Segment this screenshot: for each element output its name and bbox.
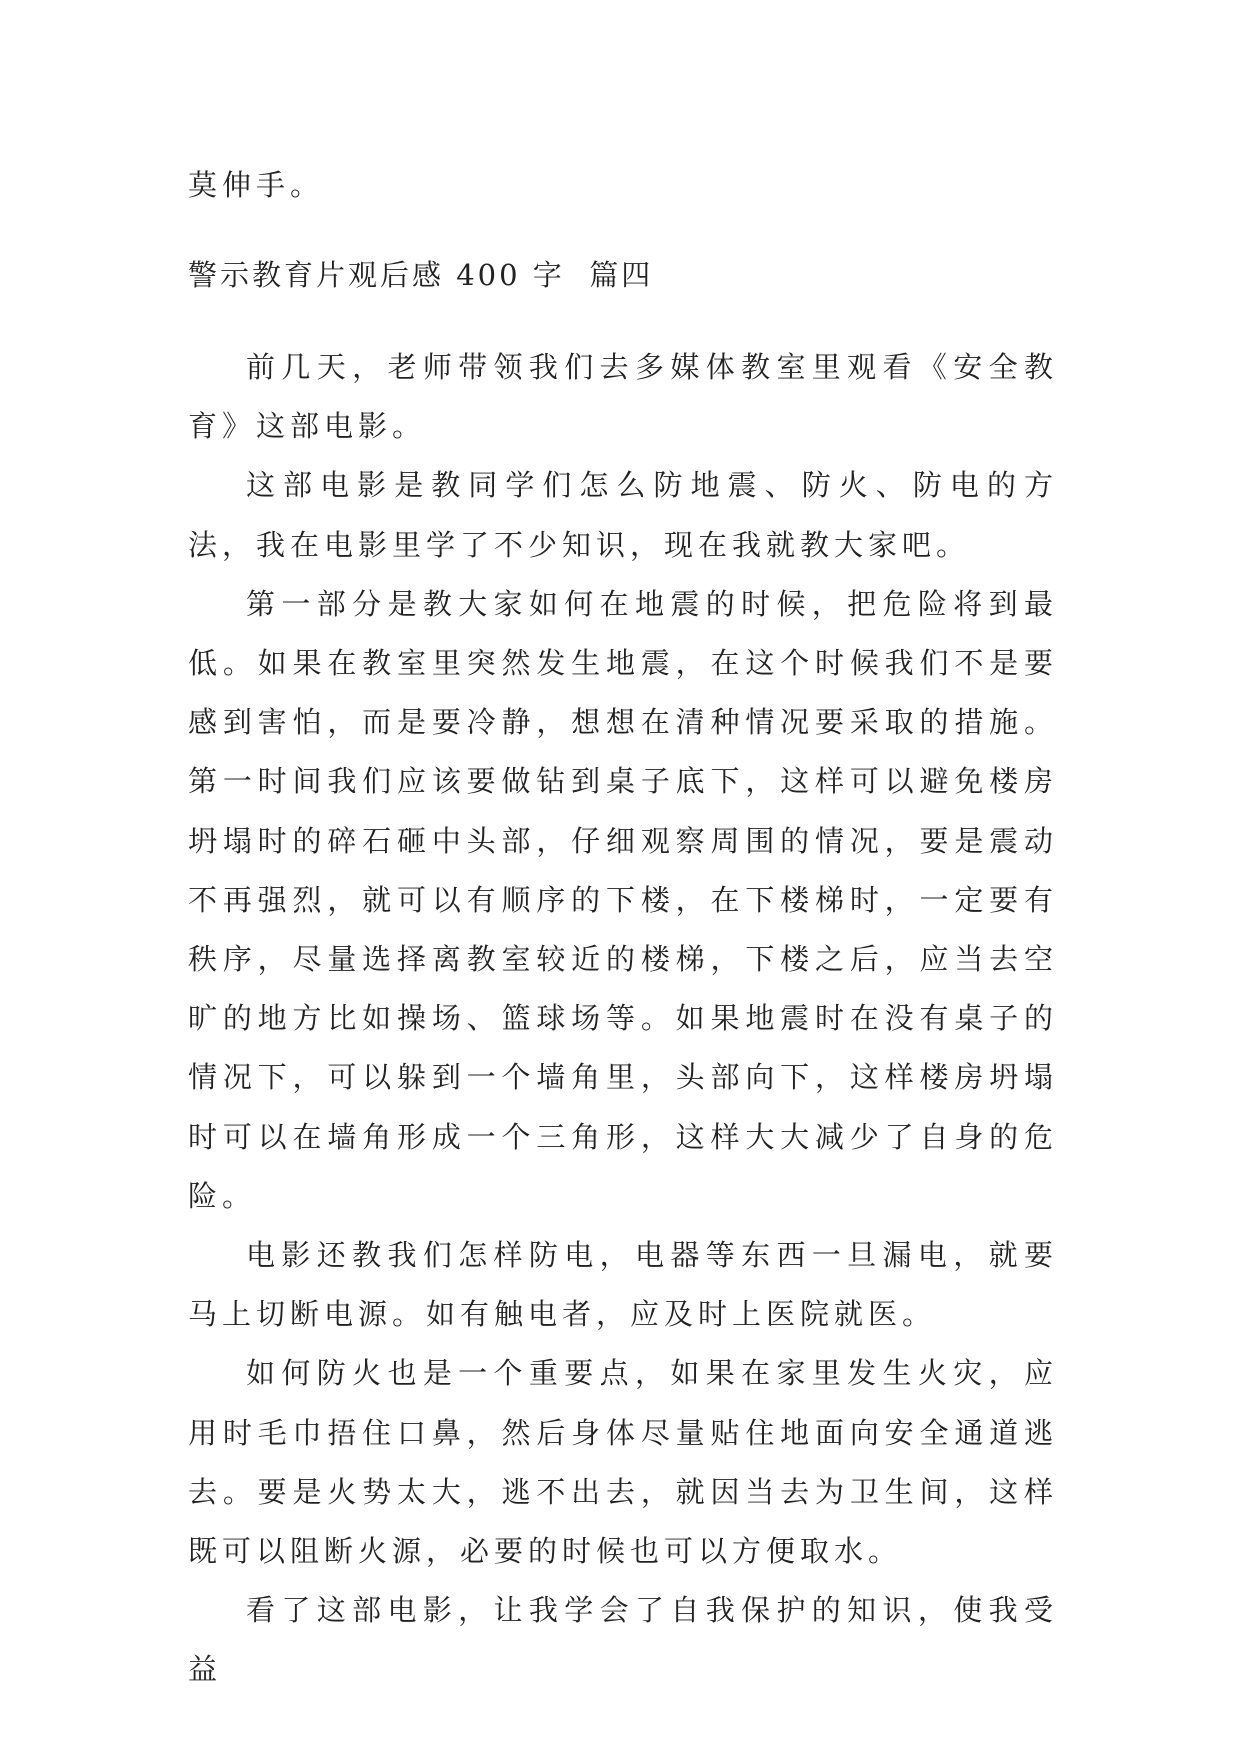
paragraph-conclusion: 看了这部电影，让我学会了自我保护的知识，使我受益	[188, 1593, 1058, 1687]
paragraph-intro: 前几天，老师带领我们去多媒体教室里观看《安全教育》这部电影。	[188, 350, 1058, 444]
continuation-paragraph: 莫伸手。	[188, 168, 325, 202]
paragraph-electricity: 电影还教我们怎样防电，电器等东西一旦漏电，就要马上切断电源。如有触电者，应及时上医院就医。	[188, 1238, 1058, 1332]
paragraph-overview: 这部电影是教同学们怎么防地震、防火、防电的方法，我在电影里学了不少知识，现在我就教大家吧。	[188, 468, 1058, 562]
paragraph-fire: 如何防火也是一个重要点，如果在家里发生火灾，应用时毛巾捂住口鼻，然后身体尽量贴住地面向安全通道逃去。要是火势太大，逃不出去，就因当去为卫生间，这样既可以阻断火源，必要的时候也可以方便取水。	[188, 1356, 1058, 1569]
previous-section-ending	[188, 163, 1058, 204]
paragraph-earthquake: 第一部分是教大家如何在地震的时候，把危险将到最低。如果在教室里突然发生地震，在这个时候我们不是要感到害怕，而是要冷静，想想在清种情况要采取的措施。第一时间我们应该要做钻到桌子底下，这样可以避免楼房坍塌时的碎石砸中头部，仔细观察周围的情况，要是震动不再强烈，就可以有顺序的下楼，在下楼梯时，一定要有秩序，尽量选择离教室较近的楼梯，下楼之后，应当去空旷的地方比如操场、篮球场等。如果地震时在没有桌子的情况下，可以躲到一个墙角里，头部向下，这样楼房坍塌时可以在墙角形成一个三角形，这样大大减少了自身的危险。	[188, 586, 1058, 1213]
essay-body	[188, 338, 1058, 1700]
section-title: 警示教育片观后感 400 字 篇四	[188, 258, 654, 292]
